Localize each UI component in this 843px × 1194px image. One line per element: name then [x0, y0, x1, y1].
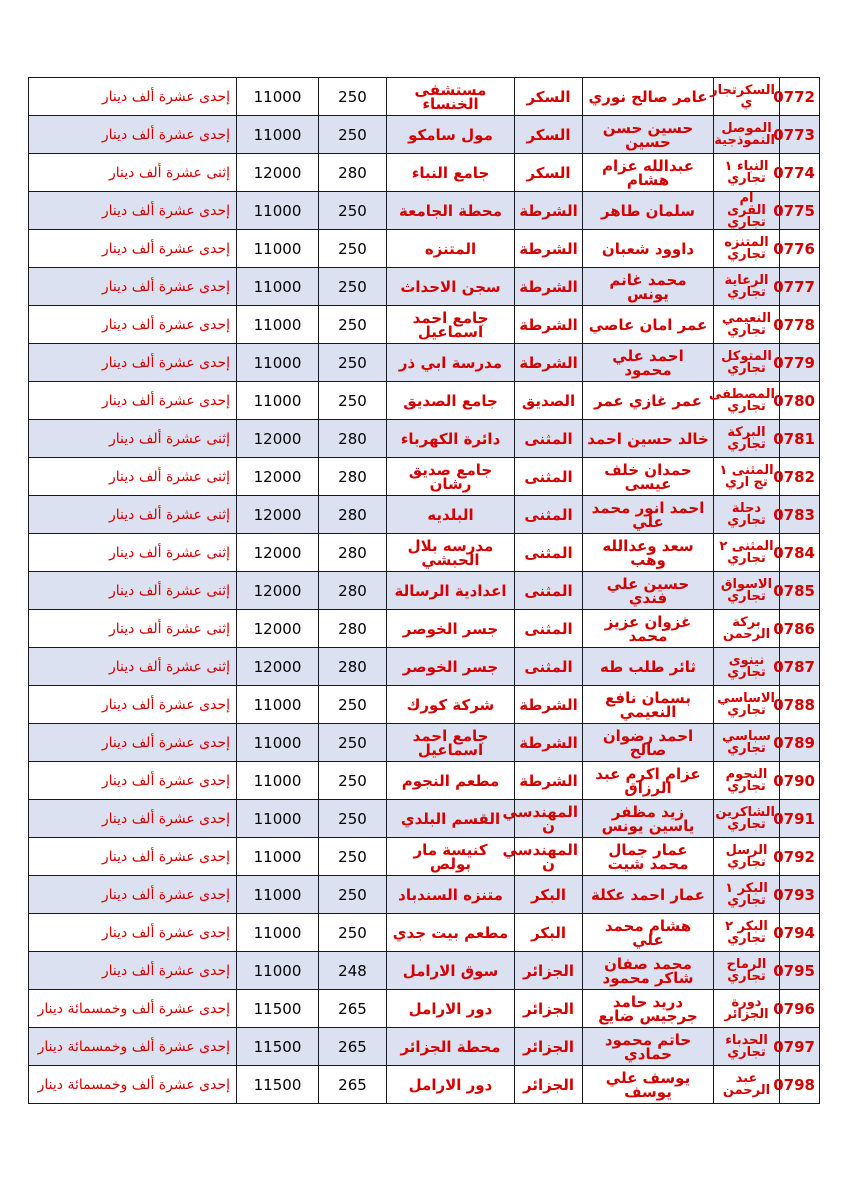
location-cell: جامع النباء [387, 154, 515, 192]
location-cell: كنيسة مار بولص [387, 838, 515, 876]
quantity-cell: 250 [319, 686, 387, 724]
agent-name-cell: يوسف علي يوسف [583, 1066, 714, 1104]
agent-name-cell: محمد صفان شاكر محمود [583, 952, 714, 990]
agent-name-cell: عمار احمد عكلة [583, 876, 714, 914]
quantity-cell: 250 [319, 914, 387, 952]
station-name-cell: المثنى ١ تج اري [714, 458, 780, 496]
table-row [29, 268, 820, 306]
row-code-cell: 0778 [780, 306, 820, 344]
amount-in-words-cell: إحدى عشرة ألف وخمسمائة دينار [29, 1028, 237, 1066]
amount-in-words-cell: إحدى عشرة ألف دينار [29, 306, 237, 344]
station-name-cell: الاسواق تجاري [714, 572, 780, 610]
area-cell: الجزائر [515, 990, 583, 1028]
table-row [29, 990, 820, 1028]
station-name-cell: دورة الجزائر [714, 990, 780, 1028]
row-code-cell: 0772 [780, 78, 820, 116]
amount-cell: 11000 [237, 952, 319, 990]
agent-name-cell: بسمان نافع النعيمي [583, 686, 714, 724]
row-code-cell: 0777 [780, 268, 820, 306]
row-code-cell: 0793 [780, 876, 820, 914]
table-row [29, 1028, 820, 1066]
area-cell: الجزائر [515, 952, 583, 990]
table-row [29, 458, 820, 496]
row-code-cell: 0798 [780, 1066, 820, 1104]
station-name-cell: الشاكرين تجاري [714, 800, 780, 838]
agent-name-cell: سعد وعدالله وهب [583, 534, 714, 572]
quantity-cell: 265 [319, 990, 387, 1028]
location-cell: المتنزه [387, 230, 515, 268]
area-cell: الشرطة [515, 306, 583, 344]
row-code-cell: 0796 [780, 990, 820, 1028]
location-cell: دائرة الكهرباء [387, 420, 515, 458]
agent-name-cell: داوود شعبان [583, 230, 714, 268]
row-code-cell: 0781 [780, 420, 820, 458]
quantity-cell: 265 [319, 1066, 387, 1104]
amount-cell: 11000 [237, 230, 319, 268]
row-code-cell: 0773 [780, 116, 820, 154]
agent-name-cell: ثائر طلب طه [583, 648, 714, 686]
row-code-cell: 0790 [780, 762, 820, 800]
agent-name-cell: احمد علي محمود [583, 344, 714, 382]
station-name-cell: دجلة تجاري [714, 496, 780, 534]
amount-in-words-cell: إحدى عشرة ألف دينار [29, 344, 237, 382]
amount-in-words-cell: إثنى عشرة ألف دينار [29, 420, 237, 458]
row-code-cell: 0780 [780, 382, 820, 420]
agent-name-cell: خالد حسين احمد [583, 420, 714, 458]
table-row [29, 306, 820, 344]
location-cell: متنزه السندباد [387, 876, 515, 914]
amount-cell: 11000 [237, 382, 319, 420]
agent-name-cell: زيد مظفر ياسين يونس [583, 800, 714, 838]
distribution-table [28, 77, 820, 1104]
area-cell: الشرطة [515, 724, 583, 762]
row-code-cell: 0782 [780, 458, 820, 496]
amount-cell: 11000 [237, 800, 319, 838]
table-row [29, 572, 820, 610]
area-cell: السكر [515, 116, 583, 154]
quantity-cell: 250 [319, 876, 387, 914]
location-cell: دور الارامل [387, 990, 515, 1028]
amount-cell: 12000 [237, 496, 319, 534]
quantity-cell: 250 [319, 268, 387, 306]
agent-name-cell: عامر صالح نوري [583, 78, 714, 116]
location-cell: مدرسه بلال الحبشي [387, 534, 515, 572]
quantity-cell: 250 [319, 78, 387, 116]
quantity-cell: 248 [319, 952, 387, 990]
row-code-cell: 0789 [780, 724, 820, 762]
agent-name-cell: احمد رضوان صالح [583, 724, 714, 762]
row-code-cell: 0788 [780, 686, 820, 724]
agent-name-cell: محمد غانم يونس [583, 268, 714, 306]
amount-cell: 11000 [237, 686, 319, 724]
amount-in-words-cell: إحدى عشرة ألف دينار [29, 876, 237, 914]
table-row [29, 230, 820, 268]
table-row [29, 78, 820, 116]
agent-name-cell: هشام محمد علي [583, 914, 714, 952]
quantity-cell: 250 [319, 838, 387, 876]
amount-cell: 11000 [237, 268, 319, 306]
location-cell: مول سامكو [387, 116, 515, 154]
area-cell: الصديق [515, 382, 583, 420]
quantity-cell: 250 [319, 344, 387, 382]
location-cell: جامع احمد اسماعيل [387, 306, 515, 344]
amount-cell: 12000 [237, 648, 319, 686]
row-code-cell: 0779 [780, 344, 820, 382]
agent-name-cell: عزام اكرم عبد الرزاق [583, 762, 714, 800]
amount-in-words-cell: إحدى عشرة ألف دينار [29, 838, 237, 876]
agent-name-cell: حسين حسن حسين [583, 116, 714, 154]
table-row [29, 686, 820, 724]
quantity-cell: 265 [319, 1028, 387, 1066]
area-cell: المثنى [515, 534, 583, 572]
amount-in-words-cell: إحدى عشرة ألف وخمسمائة دينار [29, 990, 237, 1028]
station-name-cell: سباسي تجاري [714, 724, 780, 762]
agent-name-cell: احمد انور محمد علي [583, 496, 714, 534]
table-body [29, 78, 820, 1104]
station-name-cell: ام القرى تجاري [714, 192, 780, 230]
amount-in-words-cell: إحدى عشرة ألف دينار [29, 952, 237, 990]
amount-cell: 11000 [237, 914, 319, 952]
agent-name-cell: سلمان طاهر [583, 192, 714, 230]
quantity-cell: 280 [319, 534, 387, 572]
location-cell: محطة الجامعة [387, 192, 515, 230]
amount-in-words-cell: إحدى عشرة ألف دينار [29, 192, 237, 230]
area-cell: الجزائر [515, 1028, 583, 1066]
quantity-cell: 280 [319, 610, 387, 648]
amount-cell: 12000 [237, 420, 319, 458]
area-cell: المثنى [515, 610, 583, 648]
row-code-cell: 0775 [780, 192, 820, 230]
amount-in-words-cell: إحدى عشرة ألف وخمسمائة دينار [29, 1066, 237, 1104]
area-cell: الشرطة [515, 230, 583, 268]
table-row [29, 192, 820, 230]
row-code-cell: 0786 [780, 610, 820, 648]
table-row [29, 952, 820, 990]
table-row [29, 116, 820, 154]
area-cell: الشرطة [515, 762, 583, 800]
row-code-cell: 0795 [780, 952, 820, 990]
quantity-cell: 250 [319, 382, 387, 420]
location-cell: مستشفى الخنساء [387, 78, 515, 116]
row-code-cell: 0776 [780, 230, 820, 268]
location-cell: شركة كورك [387, 686, 515, 724]
location-cell: مطعم بيت جدي [387, 914, 515, 952]
station-name-cell: المتنزه تجاري [714, 230, 780, 268]
amount-in-words-cell: إحدى عشرة ألف دينار [29, 116, 237, 154]
table-row [29, 534, 820, 572]
station-name-cell: المصطفى تجاري [714, 382, 780, 420]
amount-cell: 11000 [237, 724, 319, 762]
location-cell: جسر الخوصر [387, 610, 515, 648]
table-row [29, 648, 820, 686]
amount-in-words-cell: إحدى عشرة ألف دينار [29, 762, 237, 800]
station-name-cell: الرسل تجاري [714, 838, 780, 876]
area-cell: الشرطة [515, 344, 583, 382]
station-name-cell: نينوى تجاري [714, 648, 780, 686]
row-code-cell: 0774 [780, 154, 820, 192]
station-name-cell: الرماح تجاري [714, 952, 780, 990]
amount-in-words-cell: إحدى عشرة ألف دينار [29, 382, 237, 420]
area-cell: المثنى [515, 496, 583, 534]
table-row [29, 876, 820, 914]
location-cell: دور الارامل [387, 1066, 515, 1104]
amount-in-words-cell: إثنى عشرة ألف دينار [29, 572, 237, 610]
agent-name-cell: عمر امان عاصي [583, 306, 714, 344]
row-code-cell: 0784 [780, 534, 820, 572]
station-name-cell: عبد الرحمن [714, 1066, 780, 1104]
table-row [29, 154, 820, 192]
quantity-cell: 250 [319, 762, 387, 800]
amount-cell: 11000 [237, 78, 319, 116]
amount-in-words-cell: إحدى عشرة ألف دينار [29, 800, 237, 838]
agent-name-cell: دريد حامد جرجيس ضايع [583, 990, 714, 1028]
row-code-cell: 0791 [780, 800, 820, 838]
amount-cell: 11000 [237, 192, 319, 230]
amount-cell: 11000 [237, 116, 319, 154]
amount-cell: 11000 [237, 306, 319, 344]
table-row [29, 914, 820, 952]
station-name-cell: المتوكل تجاري [714, 344, 780, 382]
area-cell: المثنى [515, 458, 583, 496]
station-name-cell: النعيمي تجاري [714, 306, 780, 344]
amount-in-words-cell: إثنى عشرة ألف دينار [29, 496, 237, 534]
agent-name-cell: غزوان عزيز محمد [583, 610, 714, 648]
table-row [29, 838, 820, 876]
location-cell: جسر الخوصر [387, 648, 515, 686]
agent-name-cell: حسين علي فندي [583, 572, 714, 610]
table-row [29, 382, 820, 420]
area-cell: السكر [515, 154, 583, 192]
amount-cell: 12000 [237, 572, 319, 610]
table-row [29, 800, 820, 838]
amount-in-words-cell: إحدى عشرة ألف دينار [29, 230, 237, 268]
row-code-cell: 0783 [780, 496, 820, 534]
area-cell: الشرطة [515, 192, 583, 230]
location-cell: جامع الصديق [387, 382, 515, 420]
area-cell: الجزائر [515, 1066, 583, 1104]
amount-in-words-cell: إحدى عشرة ألف دينار [29, 686, 237, 724]
station-name-cell: الحدباء تجاري [714, 1028, 780, 1066]
location-cell: جامع صديق رشان [387, 458, 515, 496]
area-cell: المهندسي ن [515, 838, 583, 876]
amount-in-words-cell: إحدى عشرة ألف دينار [29, 724, 237, 762]
table-row [29, 496, 820, 534]
table-row [29, 344, 820, 382]
agent-name-cell: عبدالله عزام هشام [583, 154, 714, 192]
amount-cell: 11500 [237, 990, 319, 1028]
amount-in-words-cell: إحدى عشرة ألف دينار [29, 268, 237, 306]
station-name-cell: النجوم تجاري [714, 762, 780, 800]
table-row [29, 1066, 820, 1104]
station-name-cell: المثنى ٢ تجاري [714, 534, 780, 572]
quantity-cell: 280 [319, 572, 387, 610]
area-cell: البكر [515, 914, 583, 952]
amount-in-words-cell: إثنى عشرة ألف دينار [29, 534, 237, 572]
row-code-cell: 0794 [780, 914, 820, 952]
table-row [29, 762, 820, 800]
amount-cell: 11000 [237, 344, 319, 382]
quantity-cell: 250 [319, 192, 387, 230]
table-row [29, 420, 820, 458]
area-cell: المثنى [515, 648, 583, 686]
table-row [29, 724, 820, 762]
amount-cell: 11500 [237, 1028, 319, 1066]
location-cell: سجن الاحداث [387, 268, 515, 306]
amount-in-words-cell: إثنى عشرة ألف دينار [29, 458, 237, 496]
amount-cell: 12000 [237, 610, 319, 648]
quantity-cell: 280 [319, 458, 387, 496]
location-cell: جامع احمد اسماعيل [387, 724, 515, 762]
row-code-cell: 0787 [780, 648, 820, 686]
amount-in-words-cell: إثنى عشرة ألف دينار [29, 648, 237, 686]
quantity-cell: 250 [319, 800, 387, 838]
area-cell: المثنى [515, 572, 583, 610]
amount-cell: 11500 [237, 1066, 319, 1104]
quantity-cell: 280 [319, 648, 387, 686]
station-name-cell: السكرتجار ي [714, 78, 780, 116]
agent-name-cell: حاتم محمود حمادي [583, 1028, 714, 1066]
area-cell: البكر [515, 876, 583, 914]
amount-cell: 11000 [237, 838, 319, 876]
location-cell: سوق الارامل [387, 952, 515, 990]
quantity-cell: 250 [319, 724, 387, 762]
amount-cell: 12000 [237, 154, 319, 192]
station-name-cell: النباء ١ تجاري [714, 154, 780, 192]
agent-name-cell: عمر غازي عمر [583, 382, 714, 420]
location-cell: اعدادية الرسالة [387, 572, 515, 610]
location-cell: محطة الجزائر [387, 1028, 515, 1066]
quantity-cell: 250 [319, 116, 387, 154]
station-name-cell: البكر ٢ تجاري [714, 914, 780, 952]
quantity-cell: 280 [319, 496, 387, 534]
area-cell: الشرطة [515, 686, 583, 724]
location-cell: مطعم النجوم [387, 762, 515, 800]
area-cell: المهندسي ن [515, 800, 583, 838]
amount-in-words-cell: إثنى عشرة ألف دينار [29, 154, 237, 192]
amount-cell: 12000 [237, 458, 319, 496]
row-code-cell: 0797 [780, 1028, 820, 1066]
station-name-cell: الموصل النموذجية [714, 116, 780, 154]
quantity-cell: 250 [319, 306, 387, 344]
area-cell: السكر [515, 78, 583, 116]
location-cell: القسم البلدي [387, 800, 515, 838]
station-name-cell: الاساسي تجاري [714, 686, 780, 724]
amount-in-words-cell: إحدى عشرة ألف دينار [29, 78, 237, 116]
station-name-cell: الرعاية تجاري [714, 268, 780, 306]
quantity-cell: 280 [319, 420, 387, 458]
quantity-cell: 250 [319, 230, 387, 268]
agent-name-cell: عمار جمال محمد شيت [583, 838, 714, 876]
amount-in-words-cell: إحدى عشرة ألف دينار [29, 914, 237, 952]
row-code-cell: 0792 [780, 838, 820, 876]
table-row [29, 610, 820, 648]
agent-name-cell: حمدان خلف عيسى [583, 458, 714, 496]
amount-cell: 11000 [237, 762, 319, 800]
station-name-cell: البكر ١ تجاري [714, 876, 780, 914]
location-cell: البلديه [387, 496, 515, 534]
amount-cell: 11000 [237, 876, 319, 914]
quantity-cell: 280 [319, 154, 387, 192]
amount-cell: 12000 [237, 534, 319, 572]
station-name-cell: البركة تجاري [714, 420, 780, 458]
amount-in-words-cell: إثنى عشرة ألف دينار [29, 610, 237, 648]
station-name-cell: بركة الرحمن [714, 610, 780, 648]
location-cell: مدرسة ابي ذر [387, 344, 515, 382]
row-code-cell: 0785 [780, 572, 820, 610]
area-cell: الشرطة [515, 268, 583, 306]
area-cell: المثنى [515, 420, 583, 458]
